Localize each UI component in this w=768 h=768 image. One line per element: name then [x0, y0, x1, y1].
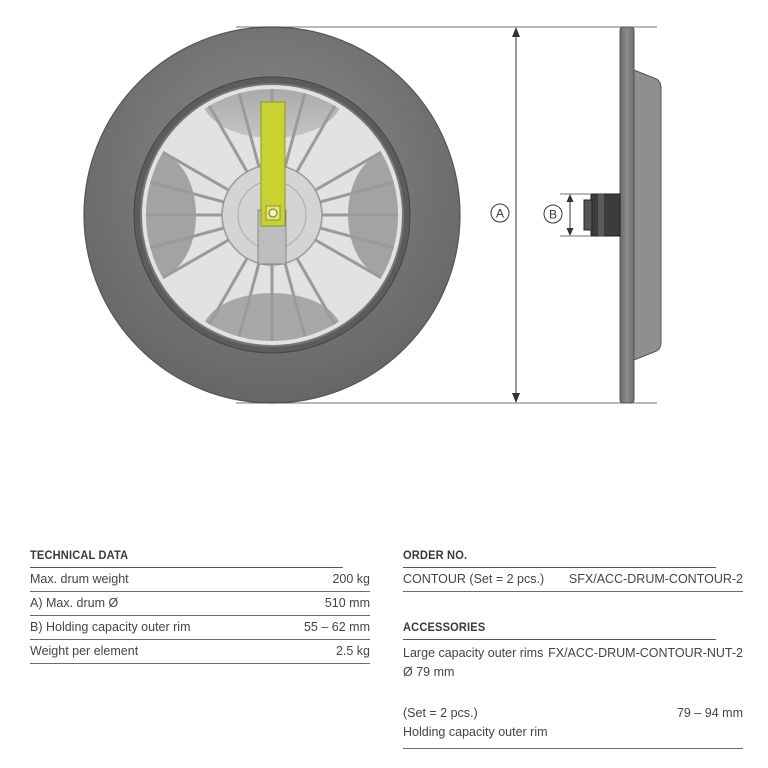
row-value: 55 – 62 mm [303, 620, 370, 634]
row-value: 200 kg [332, 572, 370, 586]
row-label: Weight per element [30, 644, 139, 658]
accessory-item [403, 640, 743, 749]
table-row [30, 616, 370, 640]
order-code: SFX/ACC-DRUM-CONTOUR-2 [568, 572, 743, 586]
row-label: B) Holding capacity outer rim [30, 620, 191, 634]
dimension-a-label: A [495, 206, 505, 221]
accessories-title: ACCESSORIES [403, 620, 716, 640]
holder-arm [261, 102, 285, 226]
table-row [403, 568, 743, 592]
dimension-b [544, 194, 590, 236]
row-value: 2.5 kg [335, 644, 370, 658]
accessory-diameter: Ø 79 mm [403, 665, 455, 679]
order-number-title: ORDER NO. [403, 548, 716, 568]
accessory-capacity-label: Holding capacity outer rim [403, 725, 548, 739]
row-label: Max. drum weight [30, 572, 129, 586]
technical-data-section [30, 548, 370, 664]
order-number-section [403, 548, 743, 592]
accessory-code: FX/ACC-DRUM-CONTOUR-NUT-2 [548, 646, 743, 660]
accessory-set-label: (Set = 2 pcs.) [403, 706, 478, 720]
accessory-capacity-value: 79 – 94 mm [676, 706, 743, 720]
drum-side-view [584, 27, 661, 403]
drum-front-view [84, 27, 460, 403]
row-label: A) Max. drum Ø [30, 596, 119, 610]
accessory-label: Large capacity outer rims [403, 646, 544, 660]
divider [403, 748, 743, 749]
table-row [30, 592, 370, 616]
dimension-b-label: B [548, 207, 558, 222]
row-value: 510 mm [324, 596, 370, 610]
order-label: CONTOUR (Set = 2 pcs.) [403, 572, 545, 586]
accessories-section [403, 620, 743, 749]
technical-data-title: TECHNICAL DATA [30, 548, 343, 568]
table-row [30, 640, 370, 664]
table-row [30, 568, 370, 592]
